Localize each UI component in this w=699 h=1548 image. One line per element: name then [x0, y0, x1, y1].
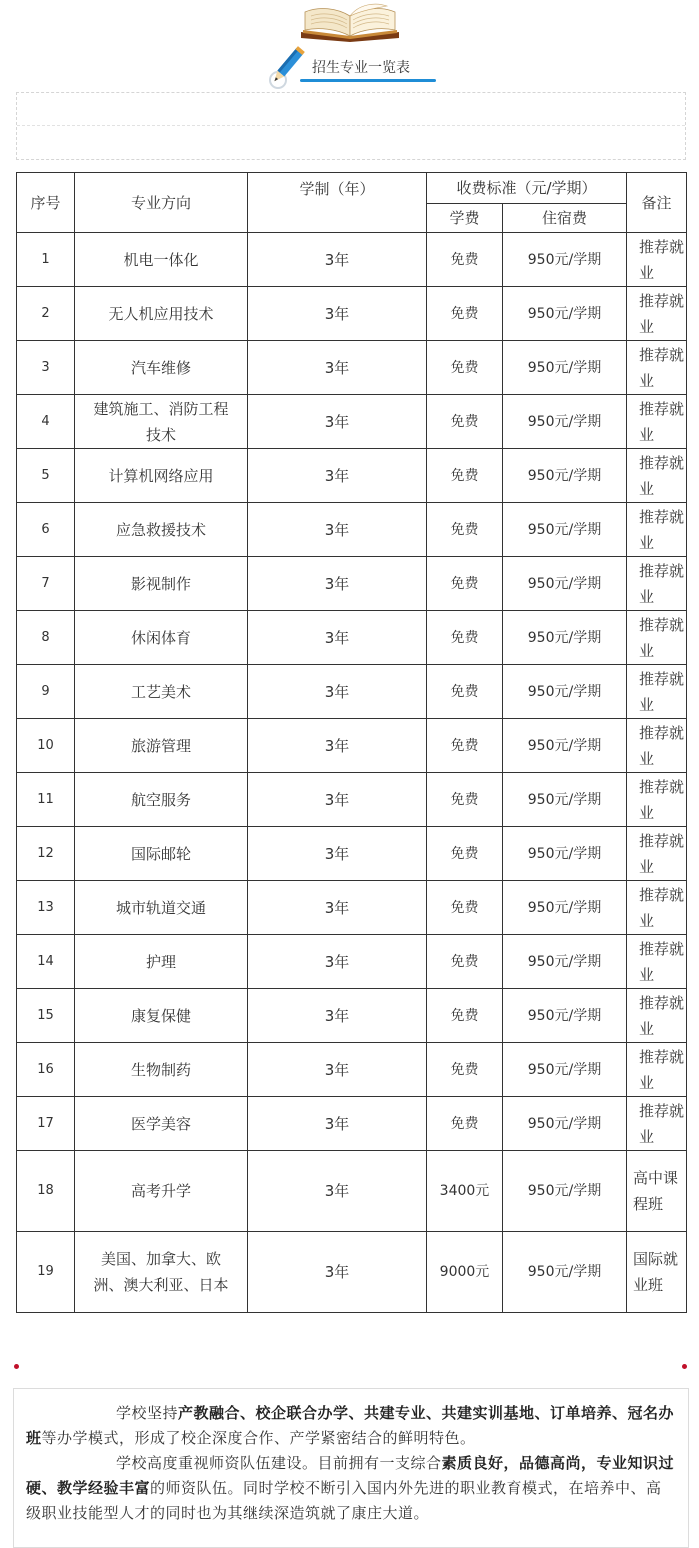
table-row [17, 1151, 687, 1232]
cell-major: 应急救援技术 [75, 503, 248, 557]
page-title: 招生专业一览表 [312, 60, 410, 76]
cell-note: 推荐就业 [627, 503, 687, 557]
cell-tuition: 免费 [427, 881, 503, 935]
cell-years: 3年 [248, 1151, 427, 1232]
table-row [17, 1043, 687, 1097]
cell-note: 推荐就业 [627, 449, 687, 503]
cell-years: 3年 [248, 1043, 427, 1097]
cell-tuition: 免费 [427, 1097, 503, 1151]
majors-table [16, 172, 687, 1313]
cell-note: 推荐就业 [627, 287, 687, 341]
table-row [17, 287, 687, 341]
cell-dorm: 950元/学期 [503, 719, 627, 773]
cell-seq: 12 [17, 827, 75, 881]
cell-dorm: 950元/学期 [503, 395, 627, 449]
cell-tuition: 免费 [427, 989, 503, 1043]
header-dorm: 住宿费 [503, 204, 627, 233]
cell-years: 3年 [248, 233, 427, 287]
cell-major: 影视制作 [75, 557, 248, 611]
decorative-dot-right [682, 1364, 687, 1369]
intro-p2-bold: 素质良好，品德高尚，专业知识过硬、教学经验丰富 [26, 1454, 675, 1497]
cell-dorm: 950元/学期 [503, 287, 627, 341]
header-note: 备注 [627, 173, 687, 233]
cell-tuition: 免费 [427, 611, 503, 665]
header-tuition: 学费 [427, 204, 503, 233]
intro-paragraph-1 [26, 1401, 676, 1451]
cell-tuition: 免费 [427, 773, 503, 827]
cell-major: 医学美容 [75, 1097, 248, 1151]
cell-seq: 13 [17, 881, 75, 935]
cell-years: 3年 [248, 1097, 427, 1151]
cell-seq: 1 [17, 233, 75, 287]
cell-tuition: 免费 [427, 341, 503, 395]
cell-seq: 6 [17, 503, 75, 557]
page-header [0, 0, 699, 92]
table-row [17, 611, 687, 665]
cell-major: 城市轨道交通 [75, 881, 248, 935]
cell-major: 无人机应用技术 [75, 287, 248, 341]
cell-major: 汽车维修 [75, 341, 248, 395]
cell-dorm: 950元/学期 [503, 935, 627, 989]
table-row [17, 773, 687, 827]
cell-seq: 5 [17, 449, 75, 503]
cell-tuition: 免费 [427, 557, 503, 611]
intro-p2-text-1: 学校高度重视师资队伍建设。目前拥有一支综合 [116, 1454, 442, 1472]
cell-major: 计算机网络应用 [75, 449, 248, 503]
table-row [17, 665, 687, 719]
header-years: 学制（年） [248, 173, 427, 233]
open-book-icon [297, 2, 403, 42]
cell-years: 3年 [248, 989, 427, 1043]
cell-seq: 4 [17, 395, 75, 449]
cell-dorm: 950元/学期 [503, 611, 627, 665]
header-major: 专业方向 [75, 173, 248, 233]
cell-years: 3年 [248, 665, 427, 719]
intro-p1-bold: 产教融合、校企联合办学、共建专业、共建实训基地、订单培养、冠名办班 [26, 1404, 675, 1447]
cell-seq: 7 [17, 557, 75, 611]
table-header-row [17, 173, 687, 204]
cell-years: 3年 [248, 449, 427, 503]
page-title-wrap [300, 52, 436, 82]
cell-dorm: 950元/学期 [503, 1151, 627, 1232]
intro-p1-text-2: 等办学模式，形成了校企深度合作、产学紧密结合的鲜明特色。 [41, 1429, 476, 1447]
cell-tuition: 免费 [427, 665, 503, 719]
cell-seq: 18 [17, 1151, 75, 1232]
cell-dorm: 950元/学期 [503, 503, 627, 557]
school-intro-box [13, 1388, 689, 1548]
cell-years: 3年 [248, 611, 427, 665]
cell-dorm: 950元/学期 [503, 449, 627, 503]
table-row [17, 1232, 687, 1313]
cell-major: 国际邮轮 [75, 827, 248, 881]
cell-years: 3年 [248, 719, 427, 773]
cell-note: 推荐就业 [627, 1043, 687, 1097]
cell-dorm: 950元/学期 [503, 1097, 627, 1151]
table-row [17, 449, 687, 503]
cell-note: 推荐就业 [627, 341, 687, 395]
intro-p1-text-1: 学校坚持 [116, 1404, 179, 1422]
cell-tuition: 免费 [427, 287, 503, 341]
cell-seq: 14 [17, 935, 75, 989]
cell-tuition: 免费 [427, 233, 503, 287]
cell-major: 康复保健 [75, 989, 248, 1043]
cell-major: 美国、加拿大、欧洲、澳大利亚、日本 [75, 1232, 248, 1313]
intro-p2-text-2: 的师资队伍。同时学校不断引入国内外先进的职业教育模式，在培养中、高级职业技能型人才的同时也为其继续深造筑就了康庄大道。 [26, 1479, 662, 1522]
cell-major: 工艺美术 [75, 665, 248, 719]
cell-tuition: 免费 [427, 827, 503, 881]
cell-years: 3年 [248, 881, 427, 935]
cell-major: 高考升学 [75, 1151, 248, 1232]
cell-note: 推荐就业 [627, 395, 687, 449]
cell-tuition: 9000元 [427, 1232, 503, 1313]
cell-years: 3年 [248, 395, 427, 449]
cell-tuition: 免费 [427, 395, 503, 449]
cell-tuition: 免费 [427, 719, 503, 773]
title-underline [300, 79, 436, 82]
cell-dorm: 950元/学期 [503, 1043, 627, 1097]
cell-note: 推荐就业 [627, 827, 687, 881]
table-row [17, 881, 687, 935]
cell-dorm: 950元/学期 [503, 827, 627, 881]
decorative-dot-left [14, 1364, 19, 1369]
cell-dorm: 950元/学期 [503, 557, 627, 611]
cell-note: 推荐就业 [627, 233, 687, 287]
cell-tuition: 3400元 [427, 1151, 503, 1232]
cell-tuition: 免费 [427, 1043, 503, 1097]
cell-major: 休闲体育 [75, 611, 248, 665]
intro-paragraph-2 [26, 1451, 676, 1526]
cell-years: 3年 [248, 935, 427, 989]
table-row [17, 341, 687, 395]
table-row [17, 827, 687, 881]
cell-seq: 2 [17, 287, 75, 341]
cell-seq: 19 [17, 1232, 75, 1313]
cell-major: 航空服务 [75, 773, 248, 827]
header-fee-group: 收费标准（元/学期） [427, 173, 627, 204]
cell-seq: 17 [17, 1097, 75, 1151]
table-row [17, 503, 687, 557]
cell-note: 推荐就业 [627, 1097, 687, 1151]
cell-note: 推荐就业 [627, 989, 687, 1043]
cell-note: 高中课程班 [627, 1151, 687, 1232]
cell-seq: 16 [17, 1043, 75, 1097]
cell-major: 护理 [75, 935, 248, 989]
table-row [17, 1097, 687, 1151]
cell-years: 3年 [248, 503, 427, 557]
cell-major: 旅游管理 [75, 719, 248, 773]
cell-note: 推荐就业 [627, 665, 687, 719]
cell-years: 3年 [248, 1232, 427, 1313]
table-row [17, 557, 687, 611]
cell-tuition: 免费 [427, 449, 503, 503]
cell-note: 国际就业班 [627, 1232, 687, 1313]
cell-seq: 3 [17, 341, 75, 395]
cell-major: 机电一体化 [75, 233, 248, 287]
cell-years: 3年 [248, 827, 427, 881]
table-row [17, 233, 687, 287]
table-row [17, 395, 687, 449]
cell-dorm: 950元/学期 [503, 233, 627, 287]
cell-seq: 11 [17, 773, 75, 827]
cell-years: 3年 [248, 341, 427, 395]
cell-tuition: 免费 [427, 935, 503, 989]
placeholder-divider [17, 125, 685, 126]
cell-dorm: 950元/学期 [503, 1232, 627, 1313]
cell-years: 3年 [248, 773, 427, 827]
cell-note: 推荐就业 [627, 935, 687, 989]
cell-major: 建筑施工、消防工程技术 [75, 395, 248, 449]
empty-placeholder-box [16, 92, 686, 160]
cell-years: 3年 [248, 287, 427, 341]
cell-tuition: 免费 [427, 503, 503, 557]
table-row [17, 989, 687, 1043]
cell-note: 推荐就业 [627, 773, 687, 827]
cell-dorm: 950元/学期 [503, 665, 627, 719]
cell-dorm: 950元/学期 [503, 881, 627, 935]
cell-seq: 10 [17, 719, 75, 773]
cell-dorm: 950元/学期 [503, 773, 627, 827]
cell-dorm: 950元/学期 [503, 989, 627, 1043]
cell-note: 推荐就业 [627, 557, 687, 611]
header-seq: 序号 [17, 173, 75, 233]
cell-note: 推荐就业 [627, 611, 687, 665]
cell-seq: 8 [17, 611, 75, 665]
cell-note: 推荐就业 [627, 881, 687, 935]
cell-dorm: 950元/学期 [503, 341, 627, 395]
cell-major: 生物制药 [75, 1043, 248, 1097]
cell-years: 3年 [248, 557, 427, 611]
cell-note: 推荐就业 [627, 719, 687, 773]
table-row [17, 719, 687, 773]
cell-seq: 9 [17, 665, 75, 719]
cell-seq: 15 [17, 989, 75, 1043]
table-row [17, 935, 687, 989]
